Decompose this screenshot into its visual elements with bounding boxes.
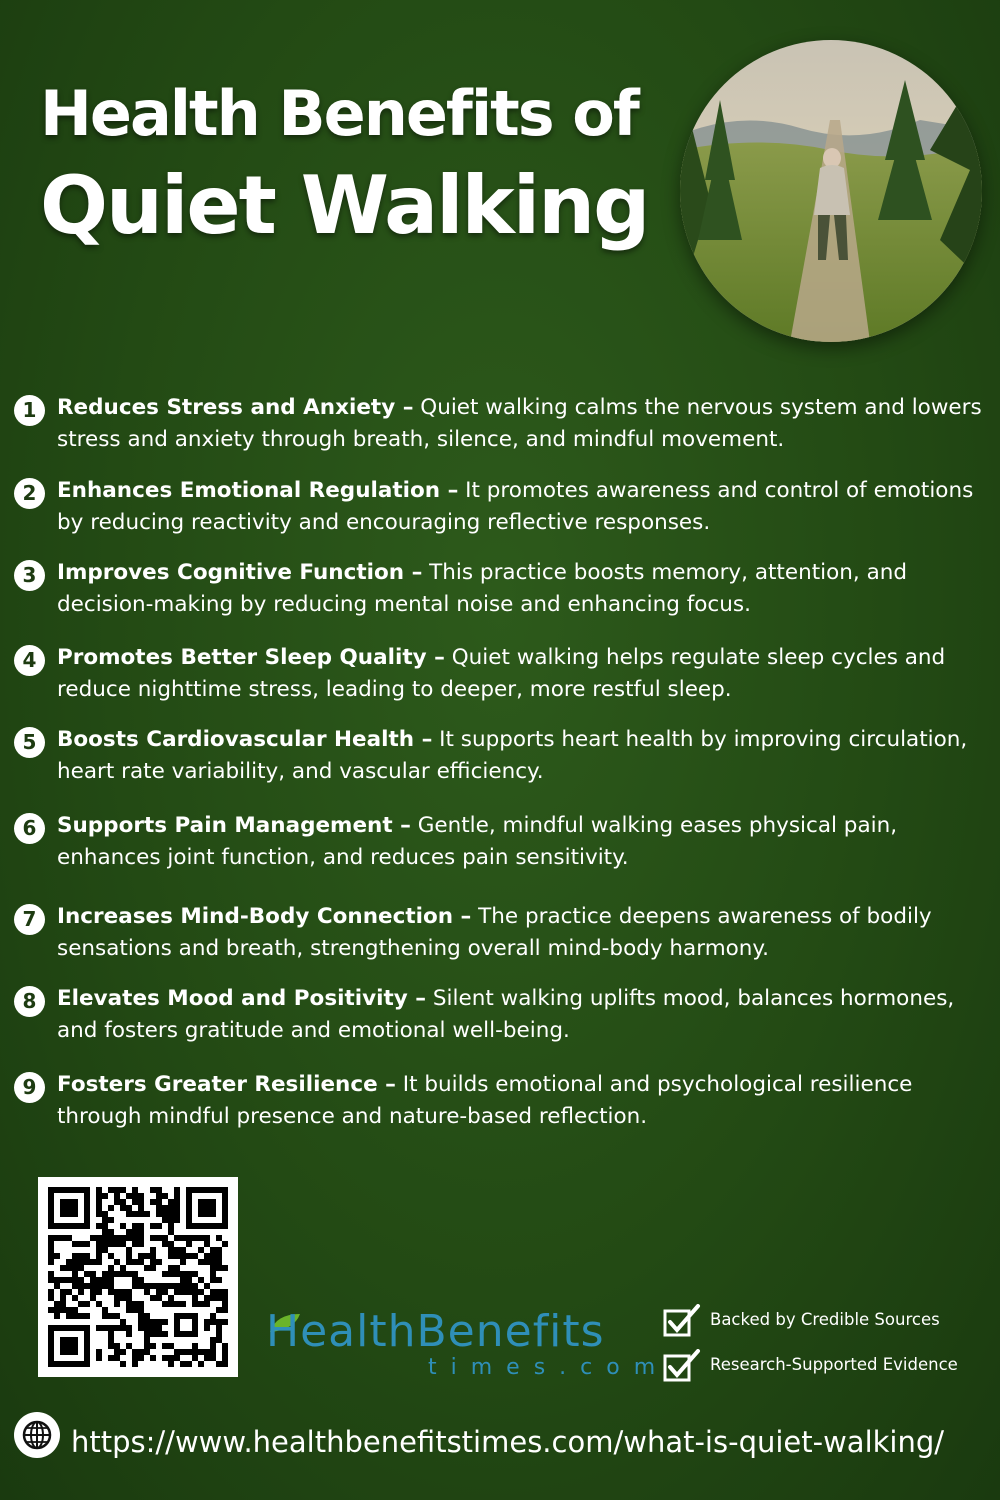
- badge-label: Backed by Credible Sources: [710, 1310, 940, 1329]
- benefit-item: [14, 642, 984, 706]
- benefit-description: Silent walking uplifts mood, balances hormones, and fosters gratitude and emotional well-being.: [57, 986, 955, 1043]
- qr-code-graphic: [48, 1187, 228, 1367]
- hero-photo: [680, 40, 982, 342]
- benefit-title: Increases Mind-Body Connection –: [57, 904, 472, 929]
- number-badge: 5: [14, 727, 45, 758]
- globe-icon: [14, 1412, 60, 1458]
- qr-code[interactable]: [38, 1177, 238, 1377]
- number-badge: 1: [14, 395, 45, 426]
- title-line-1: Health Benefits of: [40, 77, 638, 150]
- benefit-item: [14, 1069, 984, 1133]
- logo-text: HealthBenefits: [266, 1306, 605, 1357]
- benefit-item: [14, 724, 984, 788]
- site-logo: [266, 1306, 670, 1380]
- badge-credible-sources: [662, 1304, 982, 1340]
- benefit-item: [14, 475, 984, 539]
- benefit-item: [14, 810, 984, 874]
- benefit-description: This practice boosts memory, attention, and decision-making by reducing mental noise and enhancing focus.: [57, 560, 908, 617]
- badge-research-evidence: [662, 1349, 982, 1385]
- benefit-item: [14, 392, 984, 456]
- title-line-2: Quiet Walking: [40, 159, 649, 252]
- badge-label: Research-Supported Evidence: [710, 1355, 958, 1374]
- checkbox-check-icon: [662, 1349, 702, 1383]
- benefit-item: [14, 557, 984, 621]
- number-badge: 4: [14, 645, 45, 676]
- number-badge: 9: [14, 1072, 45, 1103]
- benefit-description: It supports heart health by improving circulation, heart rate variability, and vascular efficiency.: [57, 727, 968, 784]
- number-badge: 2: [14, 478, 45, 509]
- benefit-title: Boosts Cardiovascular Health –: [57, 727, 433, 752]
- benefit-title: Fosters Greater Resilience –: [57, 1072, 396, 1097]
- benefit-item: [14, 901, 984, 965]
- article-url-link[interactable]: https://www.healthbenefitstimes.com/what-is-quiet-walking/: [71, 1425, 945, 1459]
- page-title: [40, 78, 648, 254]
- benefit-description: The practice deepens awareness of bodily sensations and breath, strengthening overall mind-body harmony.: [57, 904, 932, 961]
- benefit-title: Reduces Stress and Anxiety –: [57, 395, 414, 420]
- logo-subtext: times.com: [428, 1355, 670, 1380]
- benefit-description: Quiet walking calms the nervous system and lowers stress and anxiety through breath, silence, and mindful movement.: [57, 395, 982, 452]
- url-row: [14, 1412, 984, 1462]
- number-badge: 8: [14, 986, 45, 1017]
- benefit-description: Quiet walking helps regulate sleep cycles and reduce nighttime stress, leading to deeper, more restful sleep.: [57, 645, 946, 702]
- number-badge: 6: [14, 813, 45, 844]
- number-badge: 7: [14, 904, 45, 935]
- benefit-title: Supports Pain Management –: [57, 813, 411, 838]
- benefit-title: Elevates Mood and Positivity –: [57, 986, 427, 1011]
- benefit-description: It builds emotional and psychological resilience through mindful presence and nature-based reflection.: [57, 1072, 913, 1129]
- benefit-title: Improves Cognitive Function –: [57, 560, 423, 585]
- benefit-title: Promotes Better Sleep Quality –: [57, 645, 445, 670]
- checkbox-check-icon: [662, 1304, 702, 1338]
- benefit-title: Enhances Emotional Regulation –: [57, 478, 459, 503]
- benefit-description: Gentle, mindful walking eases physical pain, enhances joint function, and reduces pain sensitivity.: [57, 813, 898, 870]
- benefit-item: [14, 983, 984, 1047]
- benefit-description: It promotes awareness and control of emotions by reducing reactivity and encouraging reflective responses.: [57, 478, 974, 535]
- number-badge: 3: [14, 560, 45, 591]
